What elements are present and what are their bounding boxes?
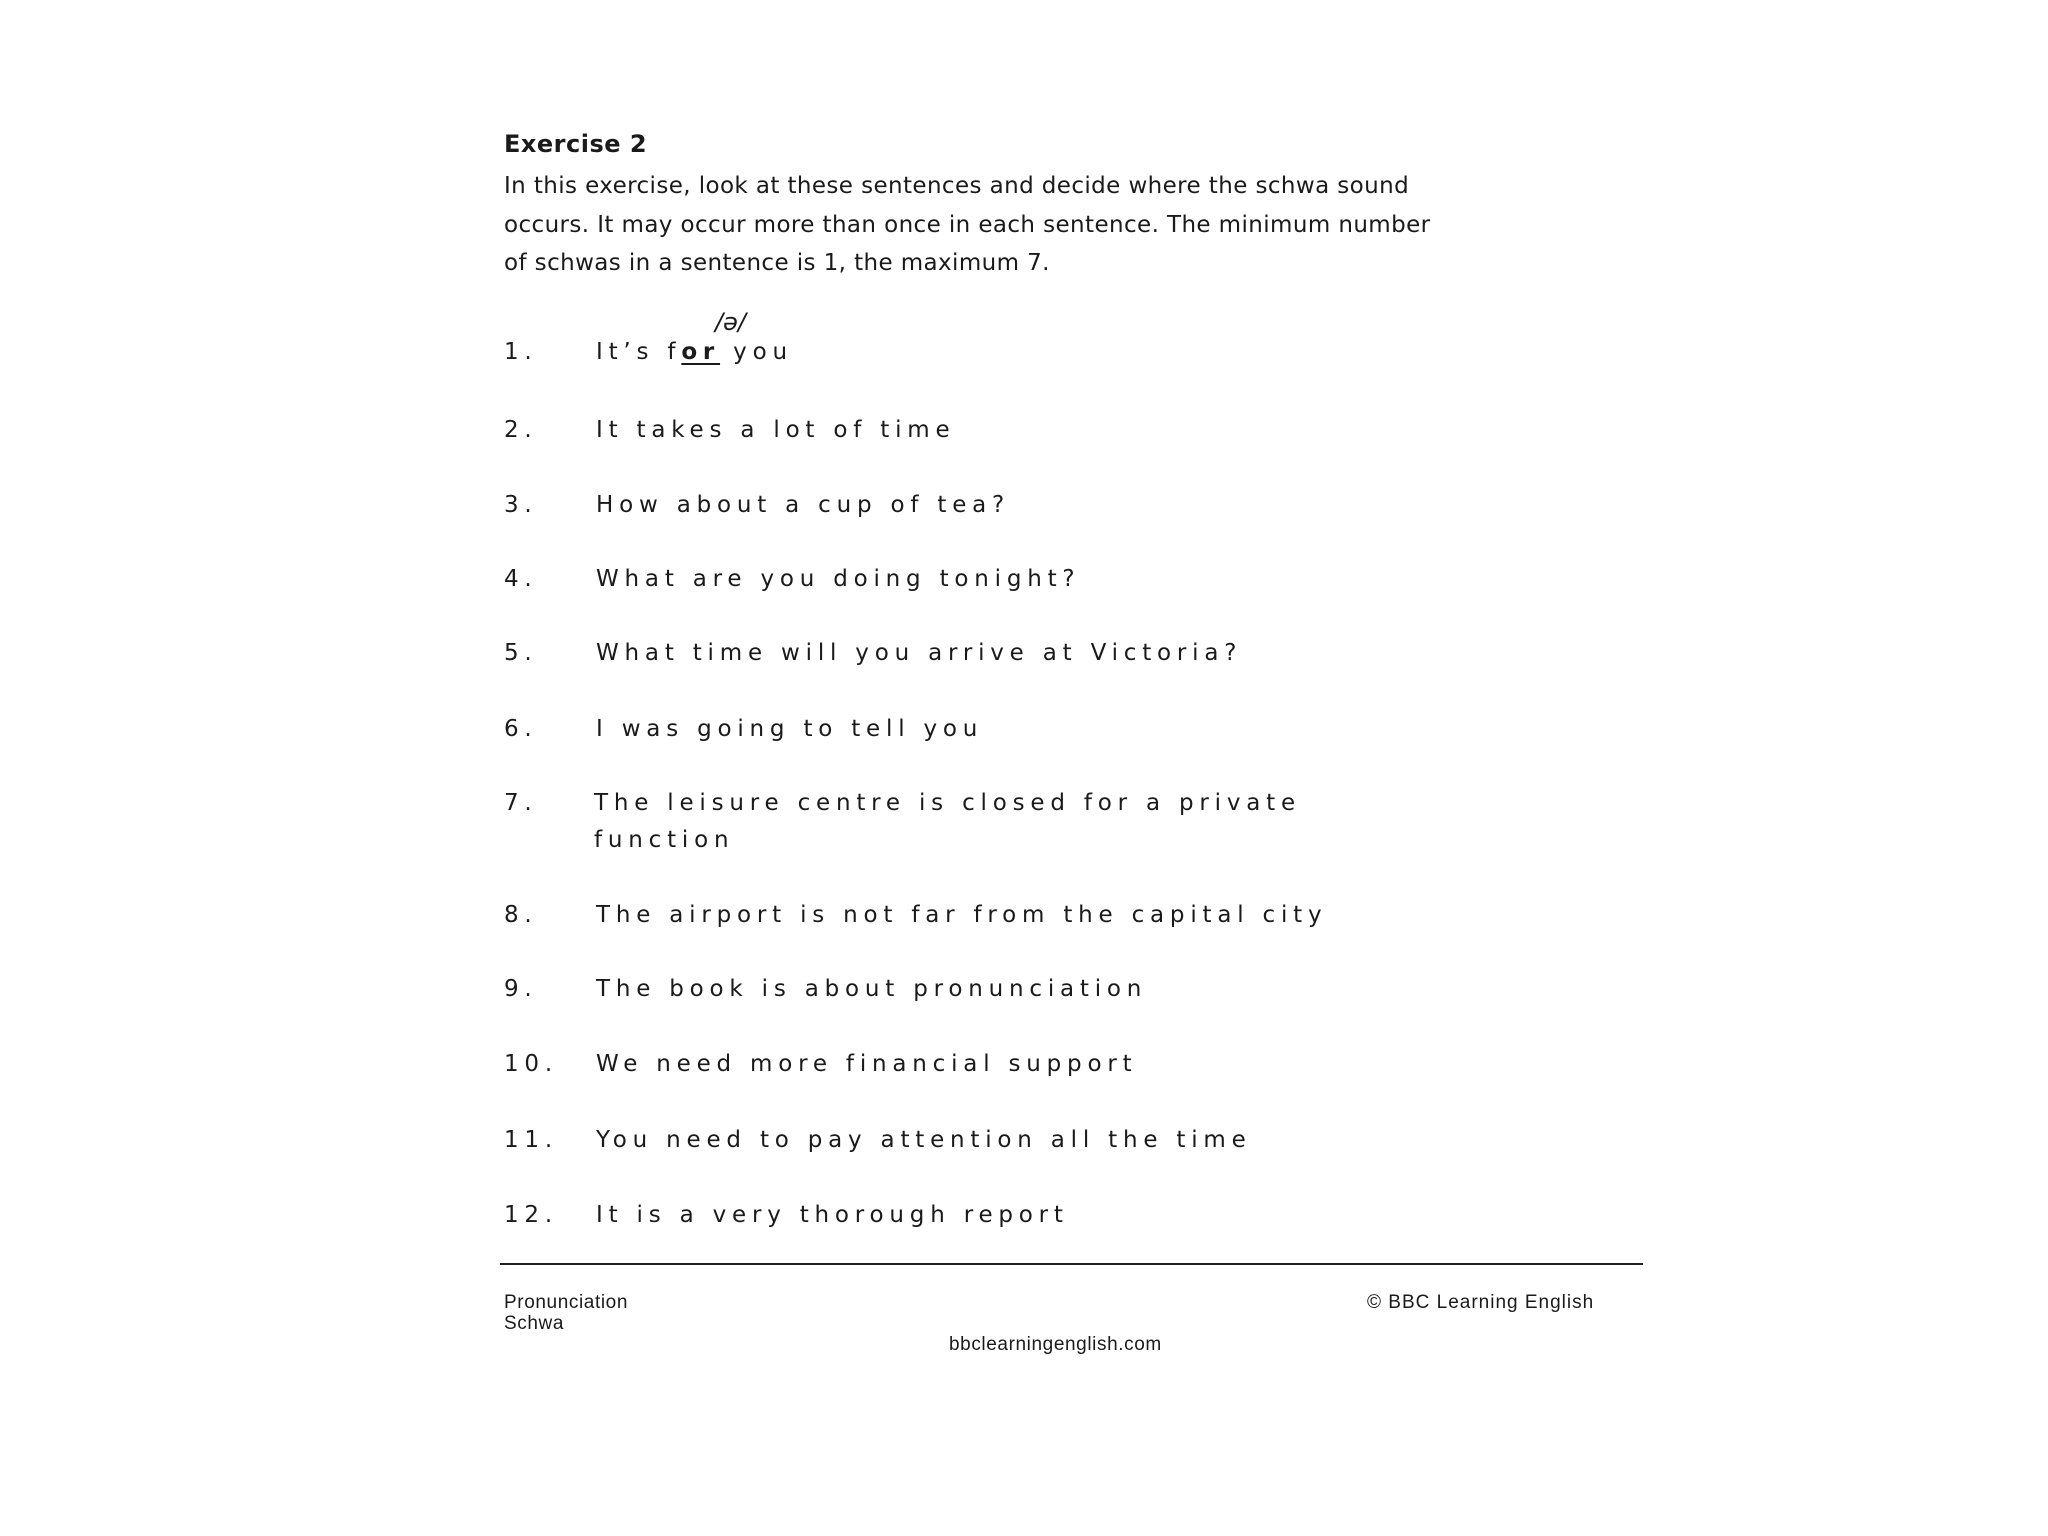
- sentence-part: It’s f: [596, 339, 682, 365]
- item-number: 3.: [504, 492, 538, 518]
- item-number: 5.: [504, 640, 538, 666]
- item-sentence: [596, 339, 793, 365]
- schwa-marked-syllable: or: [681, 339, 721, 365]
- footer-topic-line: Schwa: [504, 1313, 565, 1334]
- item-number: 12.: [504, 1202, 558, 1228]
- item-sentence: How about a cup of tea?: [596, 492, 1011, 518]
- item-number: 4.: [504, 566, 538, 592]
- item-sentence: It is a very thorough report: [596, 1202, 1069, 1228]
- instruction-line: In this exercise, look at these sentences and decide where the schwa sound: [504, 173, 1410, 199]
- item-sentence: The airport is not far from the capital city: [596, 902, 1328, 928]
- exercise-instructions: [504, 167, 1704, 283]
- footer-topic-line: Pronunciation: [504, 1292, 628, 1313]
- item-sentence: It takes a lot of time: [596, 417, 956, 443]
- item-number: 6.: [504, 716, 538, 742]
- sentence-part: you: [720, 339, 793, 365]
- item-number: 8.: [504, 902, 538, 928]
- item-sentence: The leisure centre is closed for a private: [594, 790, 1301, 816]
- instruction-line: occurs. It may occur more than once in each sentence. The minimum number: [504, 211, 1431, 238]
- item-sentence: We need more financial support: [596, 1051, 1138, 1077]
- item-number: 11.: [504, 1127, 558, 1153]
- footer-divider: [500, 1263, 1643, 1265]
- item-sentence: What are you doing tonight?: [596, 566, 1081, 592]
- instruction-line: of schwas in a sentence is 1, the maximum 7.: [504, 250, 1050, 276]
- schwa-symbol-annotation: /ə/: [715, 308, 746, 336]
- footer-topic: [504, 1292, 628, 1334]
- item-number: 9.: [504, 976, 538, 1002]
- footer-website: bbclearningenglish.com: [949, 1334, 1162, 1355]
- footer-copyright: © BBC Learning English: [1367, 1292, 1595, 1313]
- item-number: 1.: [504, 339, 538, 365]
- item-sentence: You need to pay attention all the time: [596, 1127, 1252, 1153]
- item-number: 2.: [504, 417, 538, 443]
- item-sentence: What time will you arrive at Victoria?: [596, 640, 1243, 666]
- item-sentence: The book is about pronunciation: [596, 976, 1148, 1002]
- item-number: 7.: [504, 790, 538, 816]
- item-sentence: I was going to tell you: [596, 716, 984, 742]
- item-number: 10.: [504, 1051, 558, 1077]
- item-sentence-continuation: function: [594, 827, 735, 853]
- exercise-heading: Exercise 2: [504, 130, 648, 158]
